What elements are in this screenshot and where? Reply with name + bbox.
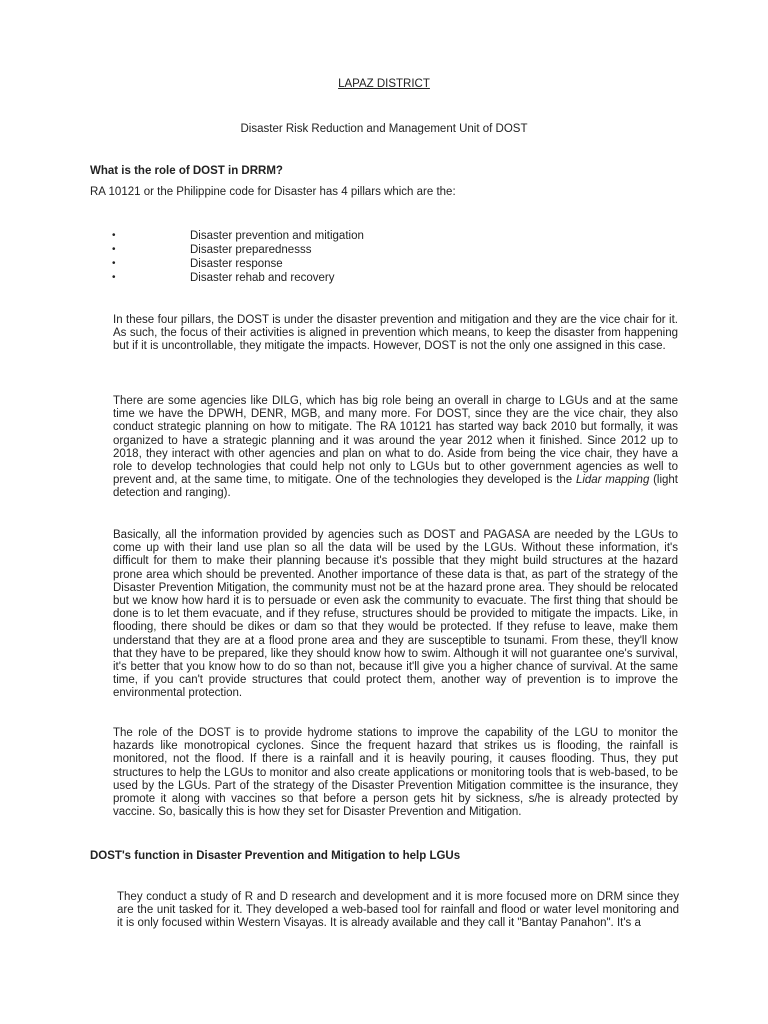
paragraph-agencies: There are some agencies like DILG, which has big role being an overall in charge to LGUs and at the same time we have the DPWH, DENR, MGB, and many more. For DOST, since they are the vice chair, they also conduct strategic planning on how to mitigate. The RA 10121 has started way back 2010 but formally, it was organized to have a strategic planning and it was around the year 2012 when it finished. Since 2012 up to 2018, they interact with other agencies and plan on what to do. Aside from being the vice chair, they have a role to develop technologies that could help not only to LGUs but to other government agencies as well to prevent and, at the same time, to mitigate. One of the technologies they developed is the Lidar mapping (light detection and ranging). — [113, 395, 678, 500]
paragraph-four-pillars: In these four pillars, the DOST is under the disaster prevention and mitigation and they are the vice chair for it. As such, the focus of their activities is aligned in prevention which means, to keep the disaster from happening but if it is uncontrollable, they mitigate the impacts. However, DOST is not the only one assigned in this case. — [113, 314, 678, 353]
intro-paragraph: RA 10121 or the Philippine code for Disaster has 4 pillars which are the: — [90, 186, 456, 198]
lidar-mapping-term: Lidar mapping — [575, 474, 650, 487]
paragraph-research: They conduct a study of R and D research and development and it is more focused more on DRM since they are the unit tasked for it. They developed a web-based tool for rainfall and flood or water level monitoring and it is only focused within Western Visayas. It is already available and they call it "Bantay Panahon". It's a — [117, 891, 679, 930]
section-heading-role: What is the role of DOST in DRRM? — [90, 165, 283, 177]
list-item: • Disaster prevention and mitigation — [112, 230, 364, 242]
document-subtitle: Disaster Risk Reduction and Management Unit of DOST — [240, 123, 528, 135]
section-heading-function: DOST's function in Disaster Prevention and Mitigation to help LGUs — [90, 850, 461, 862]
bullet-icon: • — [112, 272, 116, 283]
paragraph-information: Basically, all the information provided by agencies such as DOST and PAGASA are needed by the LGUs to come up with their land use plan so all the data will be used by the LGUs. Without these information, it's difficult for them to make their planning because it's possible that they might build structures at the hazard prone area which should be prevented. Another importance of these data is that, as part of the strategy of the Disaster Prevention Mitigation, the community must not be at the hazard prone area. They should be relocated but we know how hard it is to persuade or even ask the community to evacuate. The first thing that should be done is to let them evacuate, and if they refuse, structures should be provided to mitigate the impacts. Like, in flooding, there should be dikes or dam so that they would be protected. If they refuse to leave, make them understand that they are at a flood prone area and they are susceptible to tsunami. From these, they'll know that they have to be prepared, like they should know how to swim. Although it will not guarantee one's survival, it's better that you know how to do so than not, because it'll give you a higher chance of survival. At the same time, if you can't provide structures that could protect them, another way of prevention is to improve the environmental protection. — [113, 529, 678, 700]
list-item: • Disaster preparednesss — [112, 244, 312, 256]
bullet-icon: • — [112, 230, 116, 241]
paragraph-dost-role: The role of the DOST is to provide hydrome stations to improve the capability of the LGU to monitor the hazards like monotropical cyclones. Since the frequent hazard that strikes us is flooding, the rainfall is monitored, not the flood. If there is a rainfall and it is heavily pouring, it causes flooding. Thus, they put structures to help the LGUs to monitor and also create applications or monitoring tools that is web-based, to be used by the LGUs. Part of the strategy of the Disaster Prevention Mitigation committee is the insurance, they promote it along with vaccines so that before a person gets hit by sickness, s/he is already protected by vaccine. So, basically this is how they set for Disaster Prevention and Mitigation. — [113, 727, 678, 819]
bullet-icon: • — [112, 244, 116, 255]
list-item: • Disaster response — [112, 258, 283, 270]
bullet-icon: • — [112, 258, 116, 269]
document-title: LAPAZ DISTRICT — [338, 78, 430, 90]
pillars-list — [112, 229, 512, 285]
list-item: • Disaster rehab and recovery — [112, 272, 335, 284]
